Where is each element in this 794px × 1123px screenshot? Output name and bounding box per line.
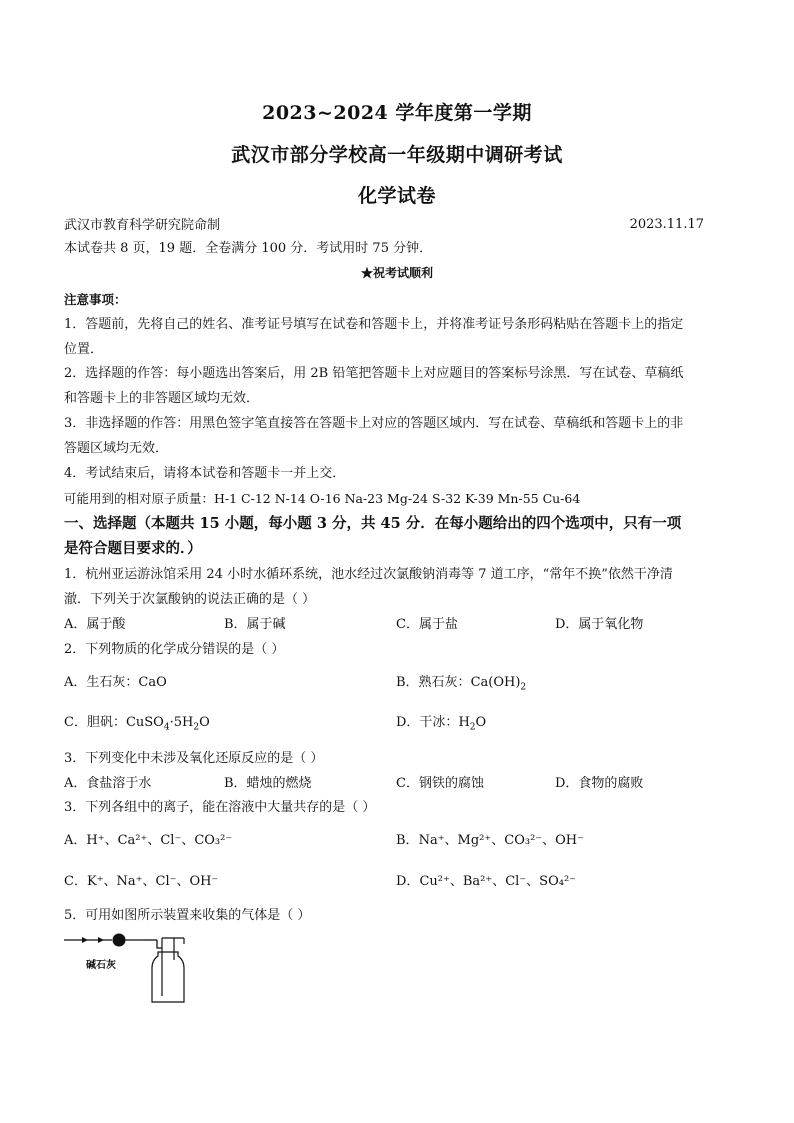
section-heading-line-1: 一、选择题（本题共 15 小题，每小题 3 分，共 45 分．在每小题给出的四个选项中，只有一项 (64, 515, 682, 532)
apparatus-diagram (62, 926, 192, 1006)
wish-text: ★祝考试顺利 (360, 266, 433, 280)
q4-option-b-label: B． (396, 833, 419, 848)
notice-item-2-line-1: 2．选择题的作答：每小题选出答案后，用 2B 铅笔把答题卡上对应题目的答案标号涂黑．写在试卷、草稿纸 (64, 366, 684, 381)
q2-option-c-sub-a: 4 (163, 722, 170, 733)
exam-term-title: 2023~2024 学年度第一学期 (262, 102, 532, 124)
q4-option-a (64, 832, 232, 850)
q2-option-b (396, 674, 526, 692)
q2-option-c-formula-b: ·5H (169, 715, 194, 730)
q2-option-d-formula-a: H (458, 715, 470, 730)
q2-option-d-sub: 2 (469, 722, 476, 733)
q4-option-a-label: A． (64, 833, 87, 848)
q4-option-d-ions: Cu²⁺、Ba²⁺、Cl⁻、SO₄²⁻ (419, 874, 577, 889)
q2-option-a-formula: CaO (138, 675, 167, 690)
q1-stem-line-2: 澈．下列关于次氯酸钠的说法正确的是（ ） (64, 592, 316, 607)
q5-stem: 5．可用如图所示装置来收集的气体是（ ） (64, 908, 311, 923)
notice-item-3-line-1: 3．非选择题的作答：用黑色签字笔直接答在答题卡上对应的答题区域内．写在试卷、草稿纸和答题卡上的非 (64, 416, 684, 431)
q4-option-a-ions: H⁺、Ca²⁺、Cl⁻、CO₃²⁻ (86, 833, 233, 848)
q2-option-b-formula: Ca(OH) (470, 675, 521, 690)
publisher-text: 武汉市教育科学研究院命制 (64, 218, 221, 233)
q2-option-c (64, 714, 210, 732)
q2-stem: 2．下列物质的化学成分错误的是（ ） (64, 642, 285, 657)
q2-option-a (64, 674, 167, 692)
figure-label-soda-lime: 碱石灰 (86, 960, 116, 971)
exam-info: 本试卷共 8 页，19 题．全卷满分 100 分．考试用时 75 分钟． (64, 241, 433, 256)
exam-date: 2023.11.17 (629, 217, 704, 232)
q3-stem: 3．下列变化中未涉及氧化还原反应的是（ ） (64, 751, 324, 766)
section-heading-line-2: 是符合题目要求的．） (64, 540, 202, 557)
q4-stem: 3．下列各组中的离子，能在溶液中大量共存的是（ ） (64, 800, 376, 815)
q2-option-a-label: A．生石灰： (64, 675, 139, 690)
exam-subject-title: 化学试卷 (357, 185, 436, 207)
q2-option-c-formula-c: O (199, 715, 210, 730)
notice-item-4: 4．考试结束后，请将本试卷和答题卡一并上交． (64, 466, 346, 481)
notice-item-1-line-2: 位置． (64, 342, 104, 357)
q1-option-d: D．属于氧化物 (555, 617, 644, 632)
q3-option-c: C．钢铁的腐蚀 (396, 776, 484, 791)
q4-option-b (396, 832, 584, 850)
q2-option-d-label: D．干冰： (396, 715, 459, 730)
q4-option-c-ions: K⁺、Na⁺、Cl⁻、OH⁻ (86, 874, 219, 889)
q4-option-c (64, 873, 218, 891)
q1-option-c: C．属于盐 (396, 617, 458, 632)
q4-option-d-label: D． (396, 874, 420, 889)
q1-option-a: A．属于酸 (64, 617, 126, 632)
q4-option-c-label: C． (64, 874, 87, 889)
q2-option-c-formula-a: CuSO (125, 715, 164, 730)
q2-option-b-subscript: 2 (520, 682, 527, 693)
notice-item-1-line-1: 1．答题前，先将自己的姓名、准考证号填写在试卷和答题卡上，并将准考证号条形码粘贴在答题卡上的指定 (64, 317, 684, 332)
gas-collection-apparatus-figure (62, 926, 192, 1010)
notice-heading: 注意事项： (64, 292, 127, 307)
q2-option-d-formula-b: O (475, 715, 487, 730)
atomic-masses: 可能用到的相对原子质量：H-1 C-12 N-14 O-16 Na-23 Mg-24 S-32 K-39 Mn-55 Cu-64 (64, 491, 581, 506)
notice-item-2-line-2: 和答题卡上的非答题区域均无效． (64, 391, 260, 406)
q3-option-d: D．食物的腐败 (555, 776, 644, 791)
q2-option-b-label: B．熟石灰： (396, 675, 471, 690)
exam-main-title: 武汉市部分学校高一年级期中调研考试 (231, 144, 563, 166)
q4-option-b-ions: Na⁺、Mg²⁺、CO₃²⁻、OH⁻ (418, 833, 585, 848)
q2-option-c-sub-b: 2 (193, 722, 200, 733)
q1-stem-line-1: 1．杭州亚运游泳馆采用 24 小时水循环系统，池水经过次氯酸钠消毒等 7 道工序，“常年不换”依然干净清 (64, 567, 673, 582)
q3-option-a: A．食盐溶于水 (64, 776, 152, 791)
notice-item-3-line-2: 答题区域均无效． (64, 441, 169, 456)
q4-option-d (396, 873, 576, 891)
q1-option-b: B．属于碱 (224, 617, 286, 632)
q2-option-c-label: C．胆矾： (64, 715, 126, 730)
q2-option-d (396, 714, 486, 732)
q3-option-b: B．蜡烛的燃烧 (224, 776, 312, 791)
